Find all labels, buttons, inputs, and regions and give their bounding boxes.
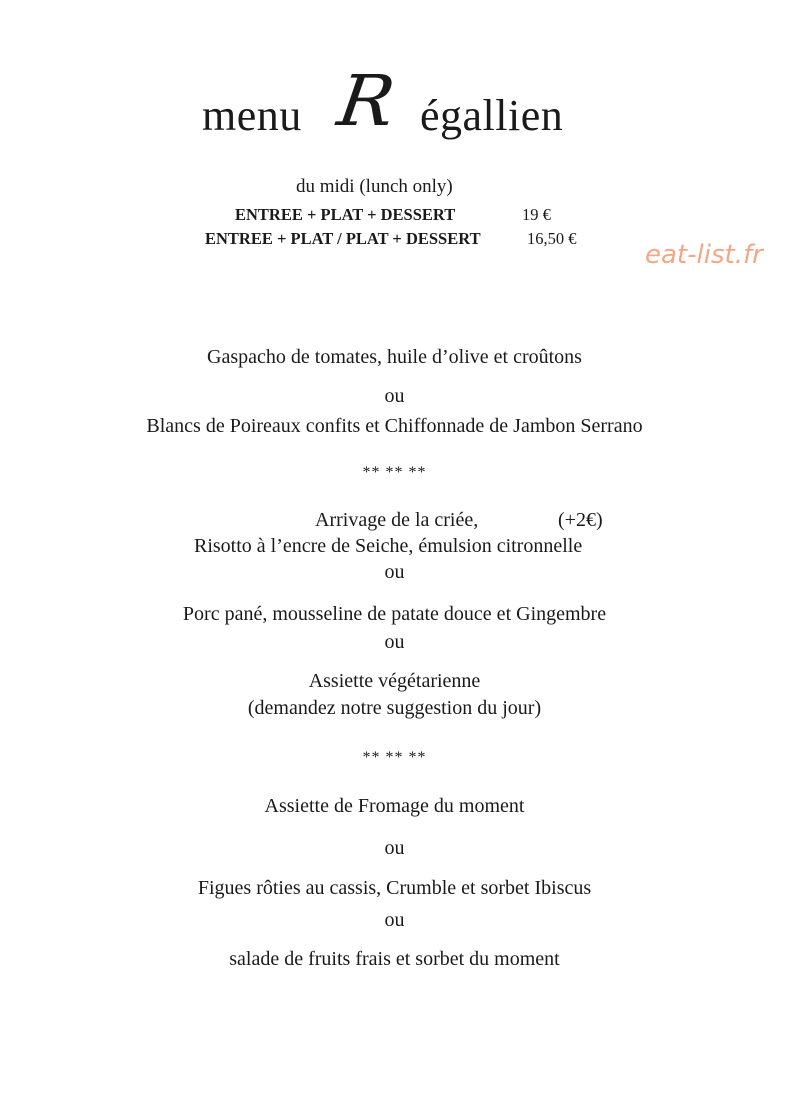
section-separator: ** ** ** — [362, 464, 427, 481]
title-prefix: menu — [202, 91, 302, 140]
or-separator: ou — [384, 561, 405, 583]
title-rest: égallien — [420, 91, 564, 140]
entree-item: Blancs de Poireaux confits et Chiffonnade de Jambon Serrano — [146, 415, 643, 437]
plat-item-description: Risotto à l’encre de Seiche, émulsion citronnelle — [194, 535, 583, 557]
menu-subtitle: du midi (lunch only) — [296, 176, 453, 197]
or-separator: ou — [384, 837, 405, 859]
section-separator: ** ** ** — [362, 749, 427, 766]
or-separator: ou — [384, 631, 405, 653]
dessert-item: Assiette de Fromage du moment — [264, 795, 525, 817]
formula-label: ENTREE + PLAT + DESSERT — [235, 205, 456, 224]
dessert-item: Figues rôties au cassis, Crumble et sorbet Ibiscus — [197, 877, 592, 899]
or-separator: ou — [384, 909, 405, 931]
plat-item-title: Assiette végétarienne — [308, 670, 481, 692]
formula-label: ENTREE + PLAT / PLAT + DESSERT — [205, 229, 481, 248]
dessert-item: salade de fruits frais et sorbet du moment — [229, 948, 560, 970]
entree-item: Gaspacho de tomates, huile d’olive et croûtons — [207, 346, 582, 368]
or-separator: ou — [384, 385, 405, 407]
formula-price: 16,50 € — [527, 229, 577, 248]
plat-item: Porc pané, mousseline de patate douce et Gingembre — [182, 603, 607, 625]
formula-price: 19 € — [522, 205, 551, 224]
title-initial: R — [332, 60, 398, 142]
supplement-badge: (+2€) — [558, 509, 603, 531]
plat-item-description: (demandez notre suggestion du jour) — [247, 697, 542, 719]
plat-item-title: Arrivage de la criée, — [315, 509, 479, 531]
watermark: eat-list.fr — [645, 240, 763, 270]
